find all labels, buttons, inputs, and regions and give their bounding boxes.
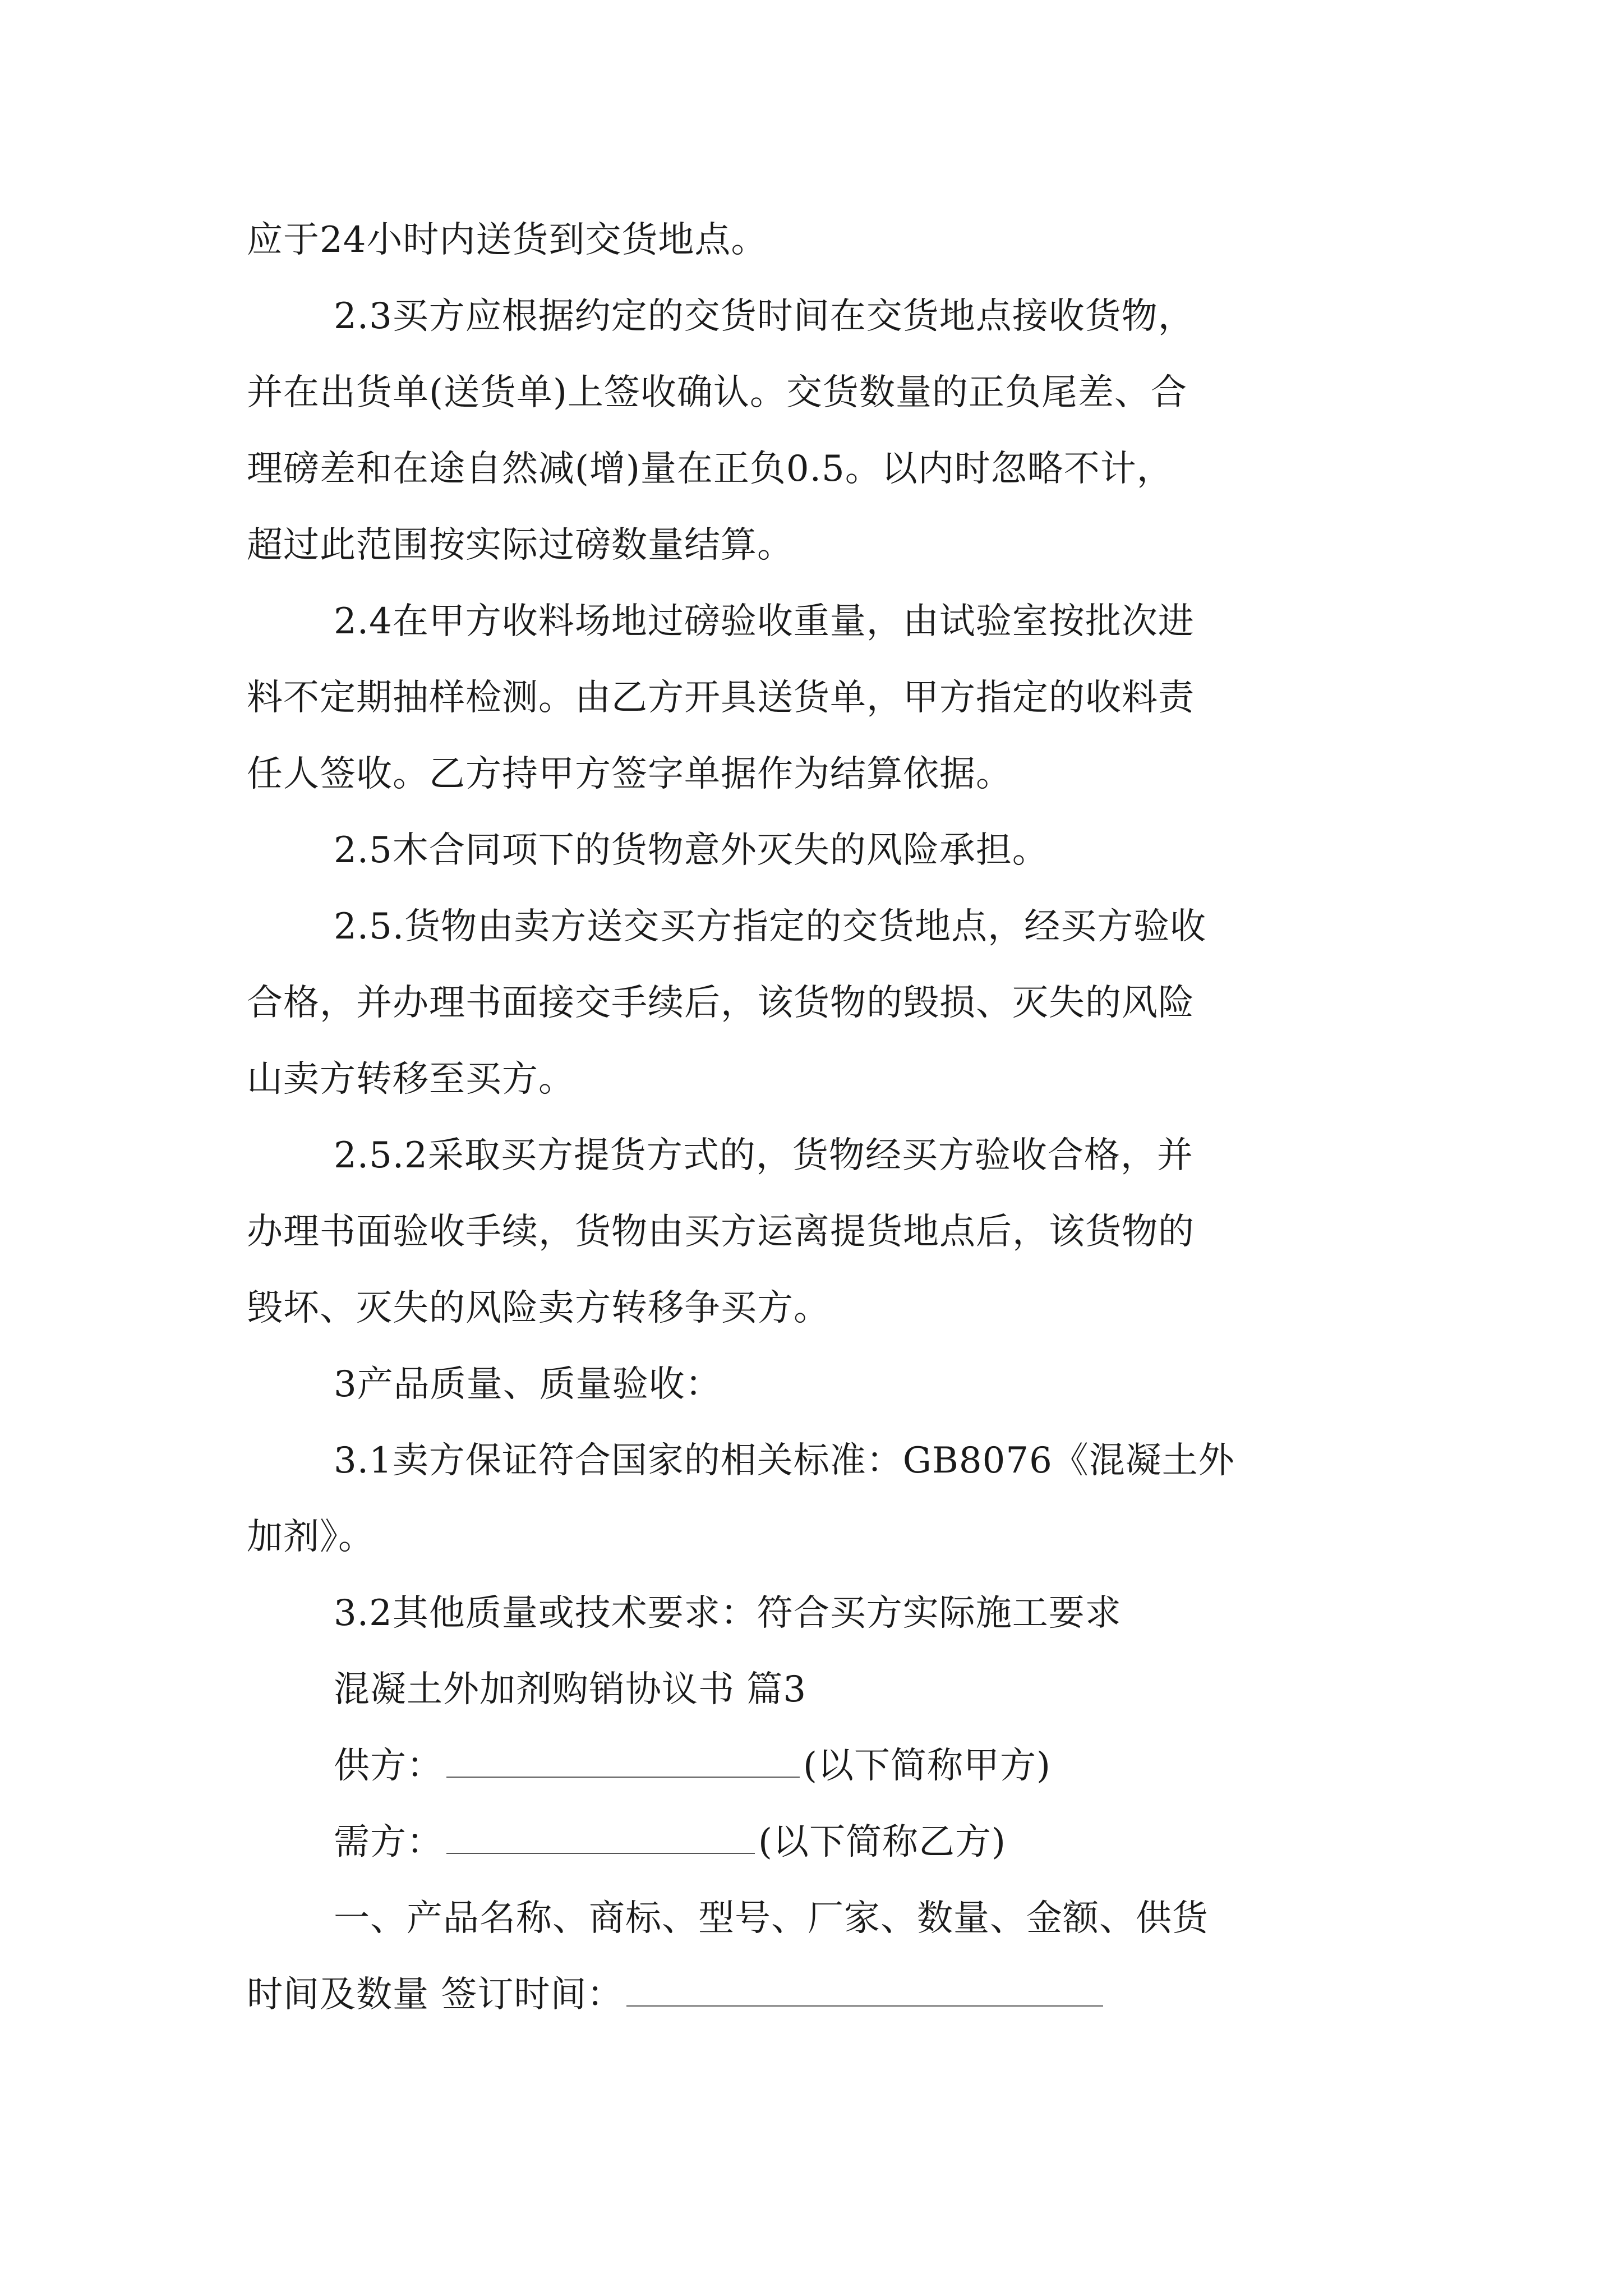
buyer-suffix: (以下简称乙方) xyxy=(758,1821,1006,1863)
text-line: 任人签收。乙方持甲方签字单据作为结算依据。 xyxy=(247,753,1012,795)
text-line: 合格，并办理书面接交手续后，该货物的毁损、灭失的风险 xyxy=(247,982,1195,1024)
clause-3-1: 3.1卖方保证符合国家的相关标准：GB8076《混凝土外 xyxy=(334,1440,1235,1481)
text-line: 超过此范围按实际过磅数量结算。 xyxy=(247,524,794,566)
buyer-blank xyxy=(446,1820,755,1854)
document-page xyxy=(247,202,1380,2033)
section-3-heading: 3产品质量、质量验收： xyxy=(334,1364,722,1405)
supplier-label: 供方： xyxy=(334,1745,443,1787)
supplier-blank xyxy=(446,1744,800,1778)
text-line: 理磅差和在途自然减(增)量在正负0.5。以内时忽略不计， xyxy=(247,448,1173,490)
supplier-line xyxy=(247,1728,1380,1804)
clause-2-5-1: 2.5.货物由卖方送交买方指定的交货地点，经买方验收 xyxy=(334,906,1207,947)
text-line: 办理书面验收手续，货物由买方运离提货地点后，该货物的 xyxy=(247,1211,1195,1253)
clause-2-3: 2.3买方应根据约定的交货时间在交货地点接收货物， xyxy=(334,296,1195,337)
clause-2-4: 2.4在甲方收料场地过磅验收重量，由试验室按批次进 xyxy=(334,601,1195,642)
text-line: 加剂》。 xyxy=(247,1516,375,1558)
text-line: 并在出货单(送货单)上签收确认。交货数量的正负尾差、合 xyxy=(247,372,1187,413)
signing-date-line xyxy=(247,1957,1380,2033)
clause-2-5: 2.5木合同项下的货物意外灭失的风险承担。 xyxy=(334,830,1049,871)
section-1-heading: 一、产品名称、商标、型号、厂家、数量、金额、供货 xyxy=(334,1898,1209,1939)
agreement-title: 混凝土外加剂购销协议书 篇3 xyxy=(334,1669,807,1710)
buyer-line xyxy=(247,1804,1380,1880)
clause-3-2: 3.2其他质量或技术要求：符合买方实际施工要求 xyxy=(334,1593,1122,1634)
text-line: 应于24小时内送货到交货地点。 xyxy=(247,219,768,261)
text-line: 毁坏、灭失的风险卖方转移争买方。 xyxy=(247,1287,830,1329)
signing-date-label: 时间及数量 签订时间： xyxy=(247,1974,624,2016)
signing-date-blank xyxy=(626,1973,1103,2007)
supplier-suffix: (以下简称甲方) xyxy=(803,1745,1051,1787)
buyer-label: 需方： xyxy=(334,1821,443,1863)
clause-2-5-2: 2.5.2采取买方提货方式的，货物经买方验收合格，并 xyxy=(334,1135,1193,1176)
text-line: 山卖方转移至买方。 xyxy=(247,1059,575,1100)
text-line: 料不定期抽样检测。由乙方开具送货单，甲方指定的收料责 xyxy=(247,677,1195,719)
